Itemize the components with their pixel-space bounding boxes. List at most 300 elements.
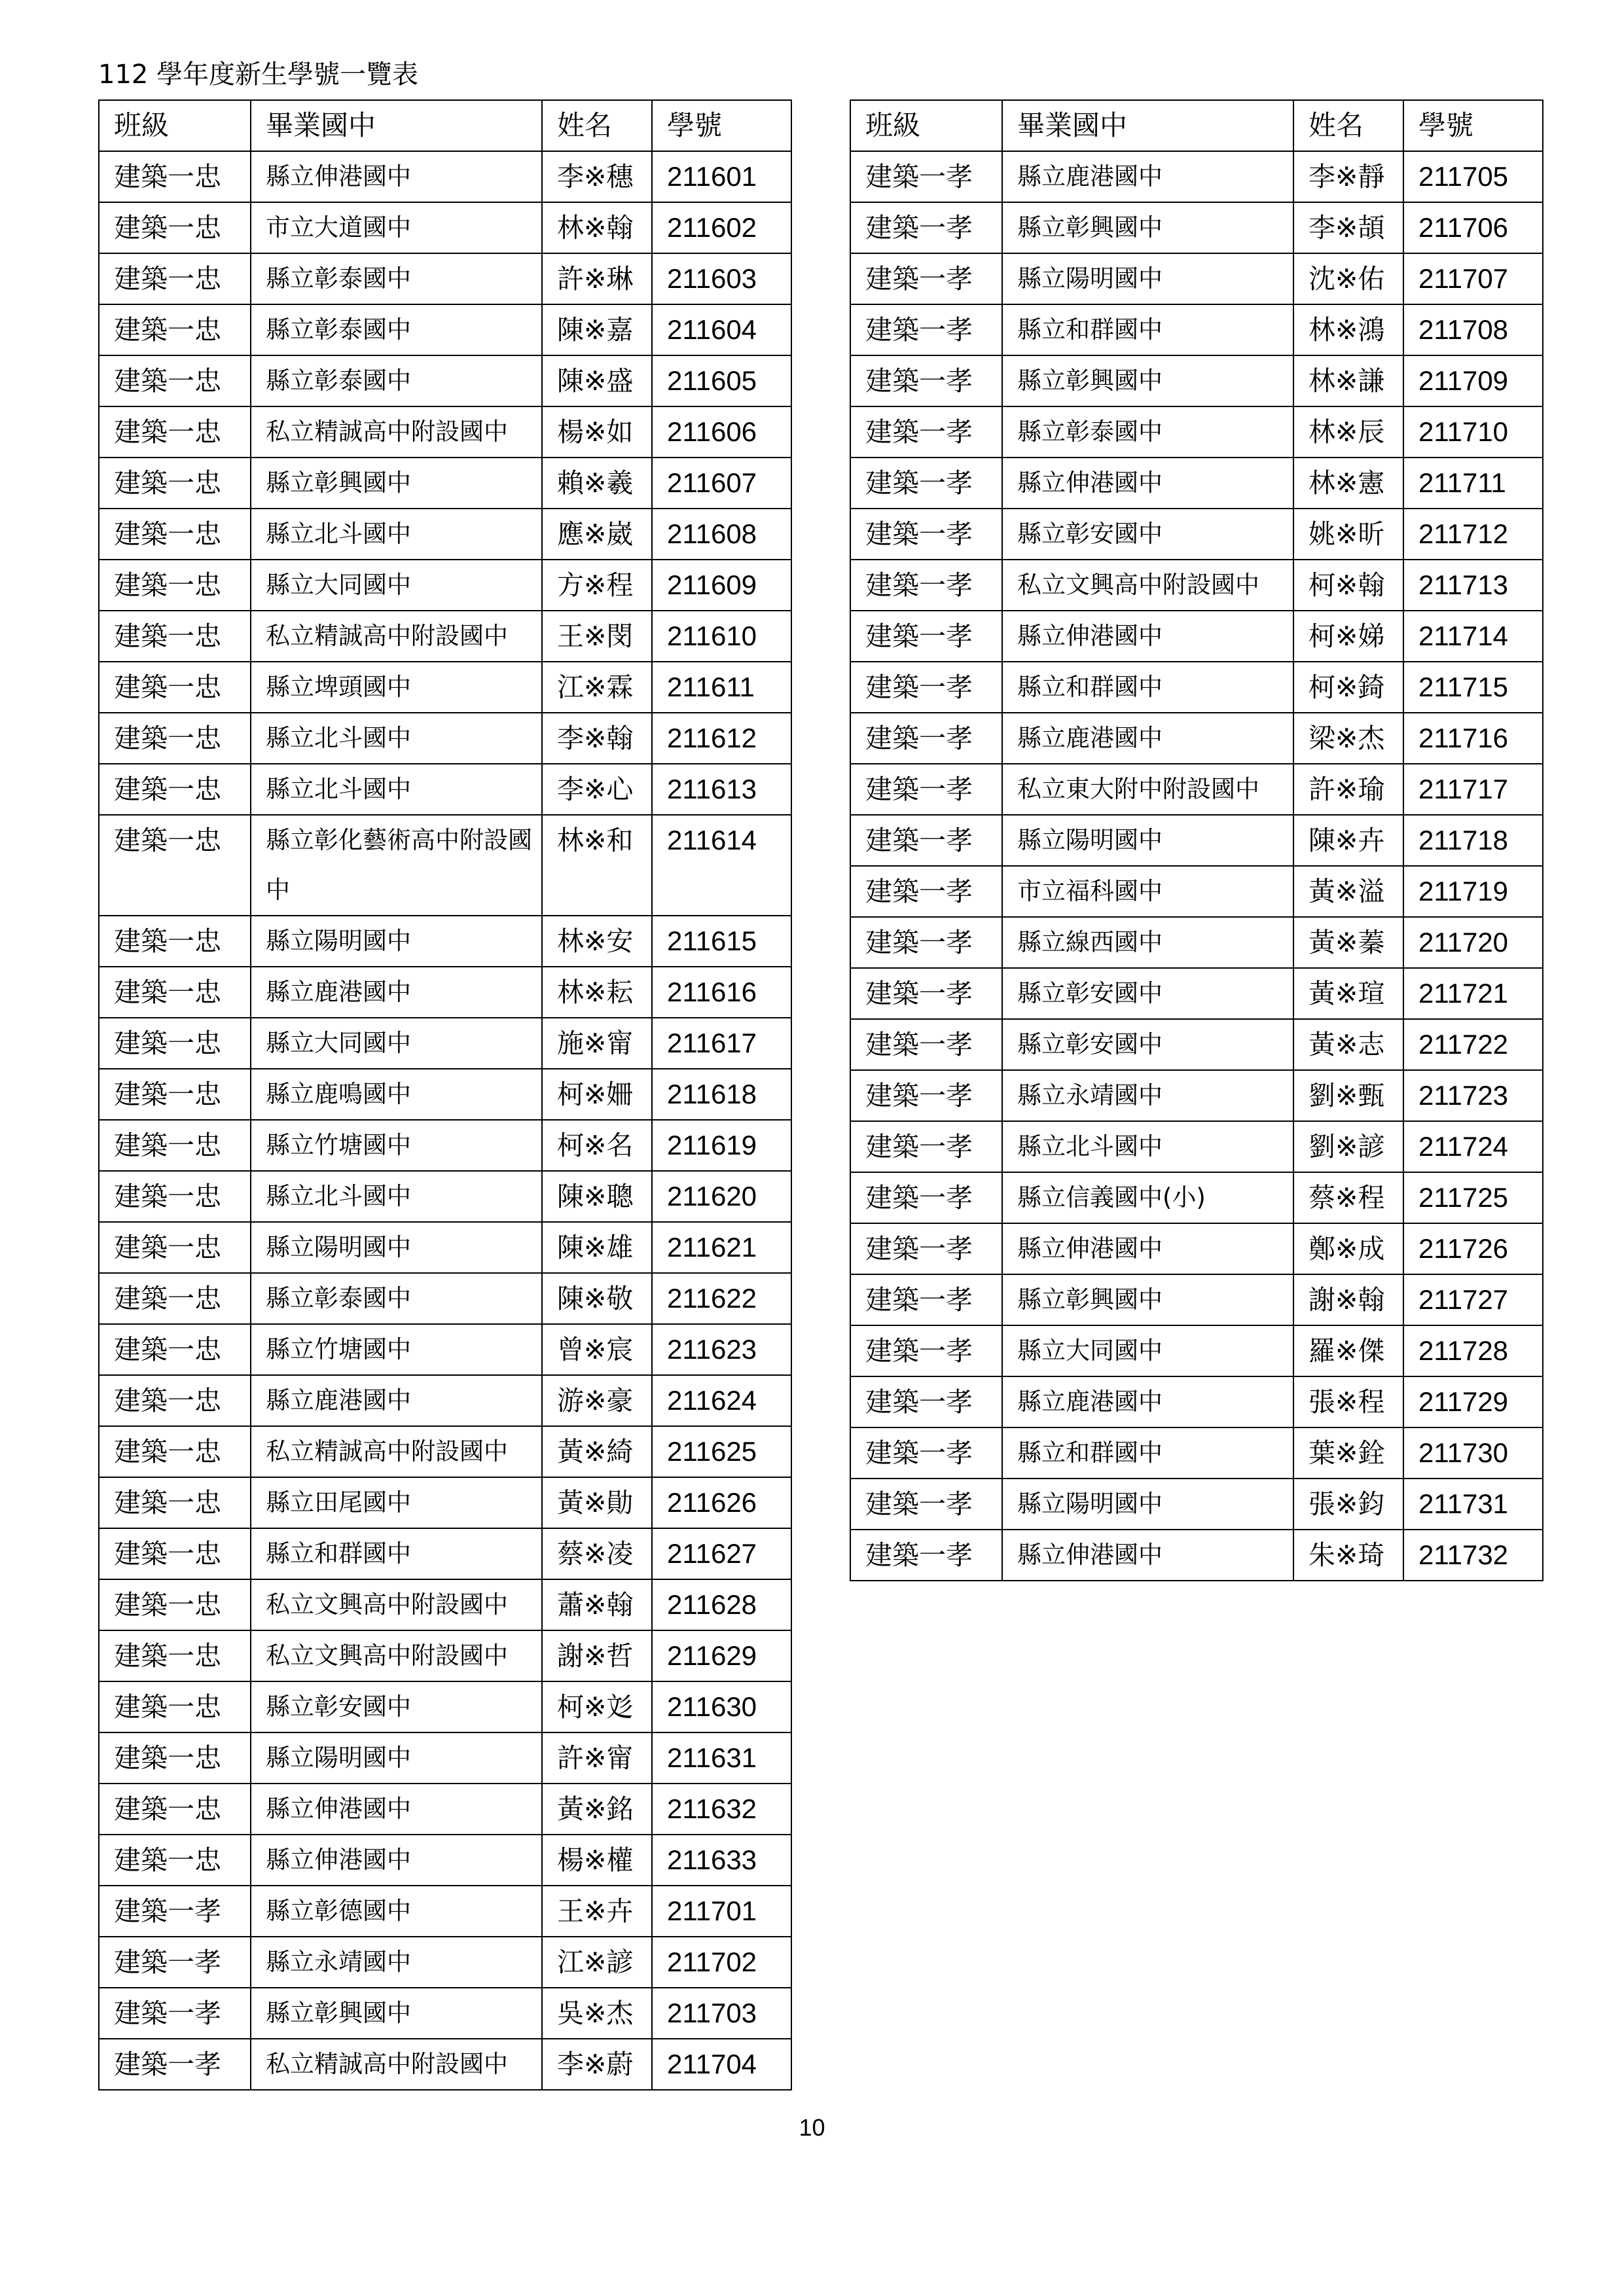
student-id-cell: 211621 bbox=[652, 1222, 791, 1273]
name-cell: 黃※銘 bbox=[542, 1784, 652, 1835]
school-cell: 縣立彰泰國中 bbox=[251, 1273, 542, 1324]
name-cell: 黃※勛 bbox=[542, 1477, 652, 1528]
school-cell: 私立文興高中附設國中 bbox=[251, 1579, 542, 1630]
class-cell: 建築一孝 bbox=[850, 509, 1002, 560]
student-id-cell: 211623 bbox=[652, 1324, 791, 1375]
student-id-cell: 211727 bbox=[1403, 1274, 1543, 1325]
student-id-cell: 211602 bbox=[652, 202, 791, 253]
name-cell: 鄭※成 bbox=[1293, 1223, 1403, 1274]
name-cell: 陳※嘉 bbox=[542, 304, 652, 355]
class-cell: 建築一孝 bbox=[850, 917, 1002, 968]
school-cell: 縣立伸港國中 bbox=[251, 151, 542, 202]
class-cell: 建築一孝 bbox=[850, 202, 1002, 253]
name-cell: 黃※瑄 bbox=[1293, 968, 1403, 1019]
table-row bbox=[850, 1479, 1543, 1530]
table-row bbox=[99, 406, 791, 457]
name-cell: 賴※羲 bbox=[542, 457, 652, 509]
name-cell: 柯※娣 bbox=[1293, 611, 1403, 662]
table-row bbox=[850, 1274, 1543, 1325]
table-row bbox=[99, 1375, 791, 1426]
class-cell: 建築一忠 bbox=[99, 1477, 251, 1528]
name-cell: 李※心 bbox=[542, 764, 652, 815]
table-row bbox=[850, 968, 1543, 1019]
table-row bbox=[850, 151, 1543, 202]
student-id-cell: 211604 bbox=[652, 304, 791, 355]
class-cell: 建築一忠 bbox=[99, 1426, 251, 1477]
table-row bbox=[99, 151, 791, 202]
header-class: 班級 bbox=[850, 100, 1002, 151]
school-cell: 縣立信義國中(小) bbox=[1002, 1172, 1293, 1223]
class-cell: 建築一孝 bbox=[850, 1325, 1002, 1376]
name-cell: 應※崴 bbox=[542, 509, 652, 560]
student-roster-left bbox=[98, 99, 792, 2090]
class-cell: 建築一忠 bbox=[99, 406, 251, 457]
table-row bbox=[99, 1988, 791, 2039]
student-id-cell: 211712 bbox=[1403, 509, 1543, 560]
table-row bbox=[850, 560, 1543, 611]
class-cell: 建築一忠 bbox=[99, 916, 251, 967]
class-cell: 建築一忠 bbox=[99, 509, 251, 560]
class-cell: 建築一孝 bbox=[850, 1479, 1002, 1530]
class-cell: 建築一孝 bbox=[850, 764, 1002, 815]
class-cell: 建築一忠 bbox=[99, 662, 251, 713]
table-row bbox=[850, 509, 1543, 560]
name-cell: 許※甯 bbox=[542, 1732, 652, 1784]
student-id-cell: 211723 bbox=[1403, 1070, 1543, 1121]
table-row bbox=[99, 1171, 791, 1222]
student-id-cell: 211728 bbox=[1403, 1325, 1543, 1376]
class-cell: 建築一忠 bbox=[99, 1375, 251, 1426]
class-cell: 建築一孝 bbox=[850, 253, 1002, 304]
table-row bbox=[850, 1530, 1543, 1581]
class-cell: 建築一孝 bbox=[99, 1988, 251, 2039]
name-cell: 林※安 bbox=[542, 916, 652, 967]
school-cell: 縣立鹿港國中 bbox=[251, 967, 542, 1018]
school-cell: 縣立和群國中 bbox=[1002, 662, 1293, 713]
table-row bbox=[99, 253, 791, 304]
class-cell: 建築一孝 bbox=[850, 1530, 1002, 1581]
name-cell: 陳※敬 bbox=[542, 1273, 652, 1324]
class-cell: 建築一忠 bbox=[99, 202, 251, 253]
school-cell: 縣立伸港國中 bbox=[1002, 1223, 1293, 1274]
table-row bbox=[99, 202, 791, 253]
school-cell: 縣立彰興國中 bbox=[1002, 1274, 1293, 1325]
name-cell: 黃※蓁 bbox=[1293, 917, 1403, 968]
table-row bbox=[850, 764, 1543, 815]
table-row bbox=[99, 1937, 791, 1988]
school-cell: 縣立彰安國中 bbox=[1002, 968, 1293, 1019]
school-cell: 縣立彰安國中 bbox=[1002, 509, 1293, 560]
name-cell: 蔡※凌 bbox=[542, 1528, 652, 1579]
name-cell: 蕭※翰 bbox=[542, 1579, 652, 1630]
student-id-cell: 211620 bbox=[652, 1171, 791, 1222]
school-cell: 縣立鹿港國中 bbox=[1002, 1376, 1293, 1427]
class-cell: 建築一忠 bbox=[99, 967, 251, 1018]
student-id-cell: 211711 bbox=[1403, 457, 1543, 509]
class-cell: 建築一忠 bbox=[99, 1222, 251, 1273]
school-cell: 縣立彰興國中 bbox=[1002, 202, 1293, 253]
class-cell: 建築一孝 bbox=[850, 1070, 1002, 1121]
student-id-cell: 211725 bbox=[1403, 1172, 1543, 1223]
student-id-cell: 211703 bbox=[652, 1988, 791, 2039]
class-cell: 建築一孝 bbox=[850, 1121, 1002, 1172]
school-cell: 縣立彰安國中 bbox=[1002, 1019, 1293, 1070]
student-id-cell: 211630 bbox=[652, 1681, 791, 1732]
school-cell: 縣立伸港國中 bbox=[1002, 457, 1293, 509]
name-cell: 李※穗 bbox=[542, 151, 652, 202]
class-cell: 建築一孝 bbox=[850, 968, 1002, 1019]
table-row bbox=[850, 1427, 1543, 1479]
student-id-cell: 211609 bbox=[652, 560, 791, 611]
page-number: 10 bbox=[799, 2114, 825, 2141]
student-id-cell: 211719 bbox=[1403, 866, 1543, 917]
header-name: 姓名 bbox=[1293, 100, 1403, 151]
name-cell: 陳※聰 bbox=[542, 1171, 652, 1222]
name-cell: 張※鈞 bbox=[1293, 1479, 1403, 1530]
name-cell: 張※程 bbox=[1293, 1376, 1403, 1427]
school-cell: 縣立彰興國中 bbox=[1002, 355, 1293, 406]
school-cell: 縣立線西國中 bbox=[1002, 917, 1293, 968]
class-cell: 建築一孝 bbox=[850, 815, 1002, 866]
student-id-cell: 211724 bbox=[1403, 1121, 1543, 1172]
class-cell: 建築一忠 bbox=[99, 253, 251, 304]
school-cell: 縣立陽明國中 bbox=[251, 916, 542, 967]
class-cell: 建築一忠 bbox=[99, 355, 251, 406]
student-id-cell: 211720 bbox=[1403, 917, 1543, 968]
table-row bbox=[99, 1732, 791, 1784]
table-row bbox=[99, 304, 791, 355]
name-cell: 陳※盛 bbox=[542, 355, 652, 406]
student-id-cell: 211713 bbox=[1403, 560, 1543, 611]
name-cell: 柯※彣 bbox=[542, 1681, 652, 1732]
name-cell: 劉※諺 bbox=[1293, 1121, 1403, 1172]
class-cell: 建築一孝 bbox=[850, 1427, 1002, 1479]
class-cell: 建築一忠 bbox=[99, 1324, 251, 1375]
school-cell: 市立大道國中 bbox=[251, 202, 542, 253]
table-row bbox=[850, 1325, 1543, 1376]
school-cell: 縣立埤頭國中 bbox=[251, 662, 542, 713]
name-cell: 謝※翰 bbox=[1293, 1274, 1403, 1325]
name-cell: 陳※雄 bbox=[542, 1222, 652, 1273]
table-row bbox=[99, 1324, 791, 1375]
class-cell: 建築一忠 bbox=[99, 1120, 251, 1171]
table-row bbox=[850, 917, 1543, 968]
header-school: 畢業國中 bbox=[251, 100, 542, 151]
class-cell: 建築一孝 bbox=[99, 2039, 251, 2090]
class-cell: 建築一孝 bbox=[850, 304, 1002, 355]
school-cell: 縣立彰安國中 bbox=[251, 1681, 542, 1732]
class-cell: 建築一忠 bbox=[99, 1171, 251, 1222]
student-roster-right bbox=[850, 99, 1543, 1581]
school-cell: 縣立北斗國中 bbox=[251, 713, 542, 764]
class-cell: 建築一孝 bbox=[850, 406, 1002, 457]
table-row bbox=[850, 1019, 1543, 1070]
class-cell: 建築一忠 bbox=[99, 1579, 251, 1630]
school-cell: 縣立伸港國中 bbox=[1002, 611, 1293, 662]
name-cell: 李※靜 bbox=[1293, 151, 1403, 202]
table-row bbox=[99, 1681, 791, 1732]
student-id-cell: 211701 bbox=[652, 1886, 791, 1937]
school-cell: 縣立永靖國中 bbox=[251, 1937, 542, 1988]
school-cell: 縣立伸港國中 bbox=[1002, 1530, 1293, 1581]
name-cell: 黃※志 bbox=[1293, 1019, 1403, 1070]
class-cell: 建築一孝 bbox=[850, 611, 1002, 662]
name-cell: 李※翰 bbox=[542, 713, 652, 764]
student-id-cell: 211622 bbox=[652, 1273, 791, 1324]
student-id-cell: 211714 bbox=[1403, 611, 1543, 662]
name-cell: 江※諺 bbox=[542, 1937, 652, 1988]
student-id-cell: 211731 bbox=[1403, 1479, 1543, 1530]
school-cell: 縣立鹿港國中 bbox=[251, 1375, 542, 1426]
class-cell: 建築一孝 bbox=[850, 713, 1002, 764]
name-cell: 江※霖 bbox=[542, 662, 652, 713]
table-row bbox=[850, 202, 1543, 253]
name-cell: 李※頡 bbox=[1293, 202, 1403, 253]
header-name: 姓名 bbox=[542, 100, 652, 151]
name-cell: 曾※宸 bbox=[542, 1324, 652, 1375]
student-id-cell: 211722 bbox=[1403, 1019, 1543, 1070]
student-id-cell: 211632 bbox=[652, 1784, 791, 1835]
class-cell: 建築一忠 bbox=[99, 713, 251, 764]
student-id-cell: 211629 bbox=[652, 1630, 791, 1681]
class-cell: 建築一忠 bbox=[99, 151, 251, 202]
table-row bbox=[850, 1070, 1543, 1121]
student-id-cell: 211715 bbox=[1403, 662, 1543, 713]
student-id-cell: 211601 bbox=[652, 151, 791, 202]
school-cell: 縣立和群國中 bbox=[1002, 304, 1293, 355]
class-cell: 建築一孝 bbox=[850, 1172, 1002, 1223]
table-row bbox=[99, 560, 791, 611]
name-cell: 謝※哲 bbox=[542, 1630, 652, 1681]
student-id-cell: 211617 bbox=[652, 1018, 791, 1069]
table-row bbox=[850, 1376, 1543, 1427]
student-id-cell: 211615 bbox=[652, 916, 791, 967]
student-id-cell: 211705 bbox=[1403, 151, 1543, 202]
student-id-cell: 211625 bbox=[652, 1426, 791, 1477]
class-cell: 建築一忠 bbox=[99, 1018, 251, 1069]
student-id-cell: 211732 bbox=[1403, 1530, 1543, 1581]
school-cell: 縣立彰泰國中 bbox=[251, 355, 542, 406]
student-id-cell: 211716 bbox=[1403, 713, 1543, 764]
name-cell: 柯※錡 bbox=[1293, 662, 1403, 713]
name-cell: 許※瑜 bbox=[1293, 764, 1403, 815]
table-row bbox=[99, 611, 791, 662]
table-row bbox=[99, 764, 791, 815]
student-id-cell: 211718 bbox=[1403, 815, 1543, 866]
class-cell: 建築一孝 bbox=[99, 1886, 251, 1937]
name-cell: 沈※佑 bbox=[1293, 253, 1403, 304]
school-cell: 縣立彰化藝術高中附設國中 bbox=[251, 815, 542, 916]
header-class: 班級 bbox=[99, 100, 251, 151]
school-cell: 私立精誠高中附設國中 bbox=[251, 406, 542, 457]
table-row bbox=[850, 815, 1543, 866]
name-cell: 王※閔 bbox=[542, 611, 652, 662]
school-cell: 私立精誠高中附設國中 bbox=[251, 2039, 542, 2090]
student-id-cell: 211708 bbox=[1403, 304, 1543, 355]
table-row bbox=[99, 1630, 791, 1681]
student-id-cell: 211631 bbox=[652, 1732, 791, 1784]
student-id-cell: 211606 bbox=[652, 406, 791, 457]
student-id-cell: 211624 bbox=[652, 1375, 791, 1426]
name-cell: 葉※銓 bbox=[1293, 1427, 1403, 1479]
name-cell: 許※琳 bbox=[542, 253, 652, 304]
table-row bbox=[99, 1069, 791, 1120]
school-cell: 縣立鹿鳴國中 bbox=[251, 1069, 542, 1120]
table-row bbox=[99, 916, 791, 967]
name-cell: 楊※權 bbox=[542, 1835, 652, 1886]
class-cell: 建築一忠 bbox=[99, 1069, 251, 1120]
class-cell: 建築一忠 bbox=[99, 764, 251, 815]
class-cell: 建築一孝 bbox=[850, 151, 1002, 202]
header-school: 畢業國中 bbox=[1002, 100, 1293, 151]
table-row bbox=[99, 1528, 791, 1579]
school-cell: 縣立彰興國中 bbox=[251, 1988, 542, 2039]
class-cell: 建築一忠 bbox=[99, 611, 251, 662]
class-cell: 建築一孝 bbox=[850, 1223, 1002, 1274]
table-row bbox=[99, 1886, 791, 1937]
school-cell: 縣立彰泰國中 bbox=[251, 304, 542, 355]
school-cell: 縣立大同國中 bbox=[1002, 1325, 1293, 1376]
school-cell: 私立精誠高中附設國中 bbox=[251, 611, 542, 662]
student-id-cell: 211627 bbox=[652, 1528, 791, 1579]
class-cell: 建築一忠 bbox=[99, 1835, 251, 1886]
table-row bbox=[99, 1784, 791, 1835]
school-cell: 縣立和群國中 bbox=[1002, 1427, 1293, 1479]
school-cell: 縣立和群國中 bbox=[251, 1528, 542, 1579]
header-student-id: 學號 bbox=[652, 100, 791, 151]
school-cell: 縣立鹿港國中 bbox=[1002, 713, 1293, 764]
student-id-cell: 211611 bbox=[652, 662, 791, 713]
class-cell: 建築一忠 bbox=[99, 1273, 251, 1324]
name-cell: 林※和 bbox=[542, 815, 652, 916]
school-cell: 縣立田尾國中 bbox=[251, 1477, 542, 1528]
name-cell: 吳※杰 bbox=[542, 1988, 652, 2039]
class-cell: 建築一孝 bbox=[850, 355, 1002, 406]
student-id-cell: 211612 bbox=[652, 713, 791, 764]
class-cell: 建築一忠 bbox=[99, 1784, 251, 1835]
table-header-row bbox=[850, 100, 1543, 151]
table-row bbox=[850, 253, 1543, 304]
class-cell: 建築一忠 bbox=[99, 1528, 251, 1579]
name-cell: 楊※如 bbox=[542, 406, 652, 457]
table-row bbox=[99, 1426, 791, 1477]
school-cell: 縣立大同國中 bbox=[251, 1018, 542, 1069]
table-row bbox=[850, 457, 1543, 509]
name-cell: 姚※昕 bbox=[1293, 509, 1403, 560]
student-id-cell: 211608 bbox=[652, 509, 791, 560]
student-id-cell: 211702 bbox=[652, 1937, 791, 1988]
class-cell: 建築一忠 bbox=[99, 560, 251, 611]
name-cell: 蔡※程 bbox=[1293, 1172, 1403, 1223]
name-cell: 林※辰 bbox=[1293, 406, 1403, 457]
school-cell: 縣立伸港國中 bbox=[251, 1835, 542, 1886]
name-cell: 游※豪 bbox=[542, 1375, 652, 1426]
class-cell: 建築一孝 bbox=[850, 866, 1002, 917]
name-cell: 施※甯 bbox=[542, 1018, 652, 1069]
school-cell: 縣立竹塘國中 bbox=[251, 1324, 542, 1375]
school-cell: 私立文興高中附設國中 bbox=[251, 1630, 542, 1681]
table-row bbox=[850, 406, 1543, 457]
class-cell: 建築一孝 bbox=[850, 457, 1002, 509]
school-cell: 縣立北斗國中 bbox=[251, 509, 542, 560]
school-cell: 縣立陽明國中 bbox=[251, 1732, 542, 1784]
name-cell: 王※卉 bbox=[542, 1886, 652, 1937]
header-student-id: 學號 bbox=[1403, 100, 1543, 151]
school-cell: 縣立鹿港國中 bbox=[1002, 151, 1293, 202]
student-id-cell: 211607 bbox=[652, 457, 791, 509]
table-row bbox=[99, 1579, 791, 1630]
table-row bbox=[99, 662, 791, 713]
student-id-cell: 211619 bbox=[652, 1120, 791, 1171]
name-cell: 林※憲 bbox=[1293, 457, 1403, 509]
class-cell: 建築一忠 bbox=[99, 1732, 251, 1784]
table-row bbox=[99, 355, 791, 406]
name-cell: 梁※杰 bbox=[1293, 713, 1403, 764]
name-cell: 李※蔚 bbox=[542, 2039, 652, 2090]
table-row bbox=[850, 611, 1543, 662]
school-cell: 縣立彰泰國中 bbox=[251, 253, 542, 304]
school-cell: 縣立陽明國中 bbox=[251, 1222, 542, 1273]
table-header-row bbox=[99, 100, 791, 151]
school-cell: 縣立彰泰國中 bbox=[1002, 406, 1293, 457]
student-id-cell: 211704 bbox=[652, 2039, 791, 2090]
name-cell: 柯※名 bbox=[542, 1120, 652, 1171]
table-row bbox=[850, 355, 1543, 406]
table-row bbox=[99, 1477, 791, 1528]
student-id-cell: 211726 bbox=[1403, 1223, 1543, 1274]
student-id-cell: 211614 bbox=[652, 815, 791, 916]
class-cell: 建築一忠 bbox=[99, 1630, 251, 1681]
student-id-cell: 211633 bbox=[652, 1835, 791, 1886]
name-cell: 黃※溢 bbox=[1293, 866, 1403, 917]
student-id-cell: 211613 bbox=[652, 764, 791, 815]
name-cell: 朱※琦 bbox=[1293, 1530, 1403, 1581]
table-row bbox=[99, 815, 791, 916]
school-cell: 縣立彰興國中 bbox=[251, 457, 542, 509]
class-cell: 建築一孝 bbox=[850, 1376, 1002, 1427]
class-cell: 建築一孝 bbox=[99, 1937, 251, 1988]
school-cell: 縣立大同國中 bbox=[251, 560, 542, 611]
school-cell: 縣立陽明國中 bbox=[1002, 1479, 1293, 1530]
school-cell: 縣立伸港國中 bbox=[251, 1784, 542, 1835]
table-row bbox=[850, 304, 1543, 355]
student-id-cell: 211710 bbox=[1403, 406, 1543, 457]
school-cell: 縣立彰德國中 bbox=[251, 1886, 542, 1937]
name-cell: 方※程 bbox=[542, 560, 652, 611]
name-cell: 黃※綺 bbox=[542, 1426, 652, 1477]
name-cell: 柯※姍 bbox=[542, 1069, 652, 1120]
table-row bbox=[99, 1120, 791, 1171]
class-cell: 建築一孝 bbox=[850, 662, 1002, 713]
document-title: 112 學年度新生學號一覽表 bbox=[98, 60, 419, 90]
school-cell: 縣立竹塘國中 bbox=[251, 1120, 542, 1171]
table-row bbox=[850, 662, 1543, 713]
school-cell: 縣立陽明國中 bbox=[1002, 253, 1293, 304]
table-row bbox=[99, 1273, 791, 1324]
name-cell: 林※鴻 bbox=[1293, 304, 1403, 355]
student-id-cell: 211721 bbox=[1403, 968, 1543, 1019]
table-row bbox=[850, 1223, 1543, 1274]
class-cell: 建築一忠 bbox=[99, 457, 251, 509]
student-id-cell: 211706 bbox=[1403, 202, 1543, 253]
student-id-cell: 211707 bbox=[1403, 253, 1543, 304]
table-row bbox=[99, 967, 791, 1018]
student-id-cell: 211730 bbox=[1403, 1427, 1543, 1479]
school-cell: 私立東大附中附設國中 bbox=[1002, 764, 1293, 815]
class-cell: 建築一忠 bbox=[99, 304, 251, 355]
class-cell: 建築一忠 bbox=[99, 815, 251, 916]
table-row bbox=[850, 866, 1543, 917]
